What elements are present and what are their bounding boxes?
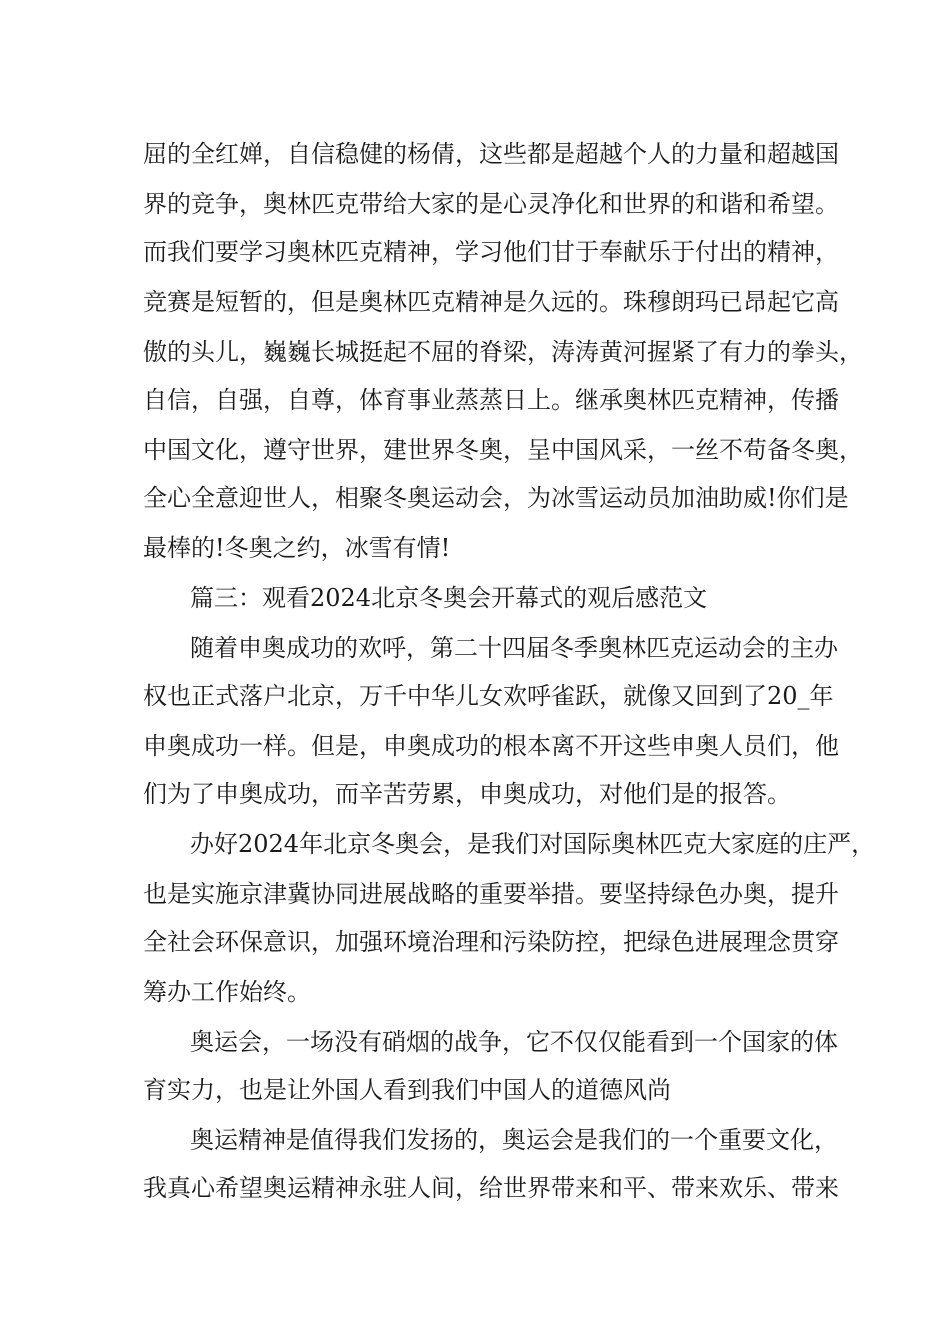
text-line: 奥运精神是值得我们发扬的，奥运会是我们的一个重要文化， — [190, 1126, 838, 1154]
text-line: 而我们要学习奥林匹克精神，学习他们甘于奉献乐于付出的精神， — [143, 238, 839, 266]
text-line: 傲的头儿，巍巍长城挺起不屈的脊梁，涛涛黄河握紧了有力的拳头， — [143, 338, 863, 366]
text-line: 也是实施京津冀协同进展战略的重要举措。要坚持绿色办奥，提升 — [143, 880, 839, 908]
text-line: 界的竞争，奥林匹克带给大家的是心灵净化和世界的和谐和希望。 — [143, 190, 839, 218]
text-line: 育实力，也是让外国人看到我们中国人的道德风尚 — [143, 1076, 671, 1104]
text-line: 筹办工作始终。 — [143, 978, 311, 1006]
text-line: 我真心希望奥运精神永驻人间，给世界带来和平、带来欢乐、带来 — [143, 1174, 839, 1202]
text-line: 竞赛是短暂的，但是奥林匹克精神是久远的。珠穆朗玛已昂起它高 — [143, 288, 839, 316]
text-line: 自信，自强，自尊，体育事业蒸蒸日上。继承奥林匹克精神，传播 — [143, 386, 839, 414]
text-line: 们为了申奥成功，而辛苦劳累，申奥成功，对他们是的报答。 — [143, 780, 791, 808]
text-line: 办好2024年北京冬奥会，是我们对国际奥林匹克大家庭的庄严， — [190, 830, 876, 858]
text-line: 最棒的!冬奥之约，冰雪有情! — [143, 534, 451, 562]
text-line: 申奥成功一样。但是，申奥成功的根本离不开这些申奥人员们，他 — [143, 732, 839, 760]
text-line: 奥运会，一场没有硝烟的战争，它不仅仅能看到一个国家的体 — [190, 1028, 838, 1056]
section-heading: 篇三：观看2024北京冬奥会开幕式的观后感范文 — [190, 584, 708, 612]
text-line: 全社会环保意识，加强环境治理和污染防控，把绿色进展理念贯穿 — [143, 928, 839, 956]
text-line: 随着申奥成功的欢呼，第二十四届冬季奥林匹克运动会的主办 — [190, 634, 838, 662]
text-line: 中国文化，遵守世界，建世界冬奥，呈中国风采，一丝不苟备冬奥， — [143, 436, 863, 464]
text-line: 全心全意迎世人，相聚冬奥运动会，为冰雪运动员加油助威!你们是 — [143, 484, 849, 512]
text-line: 屈的全红婵，自信稳健的杨倩，这些都是超越个人的力量和超越国 — [143, 140, 839, 168]
text-line: 权也正式落户北京，万千中华儿女欢呼雀跃，就像又回到了20_年 — [143, 682, 834, 710]
